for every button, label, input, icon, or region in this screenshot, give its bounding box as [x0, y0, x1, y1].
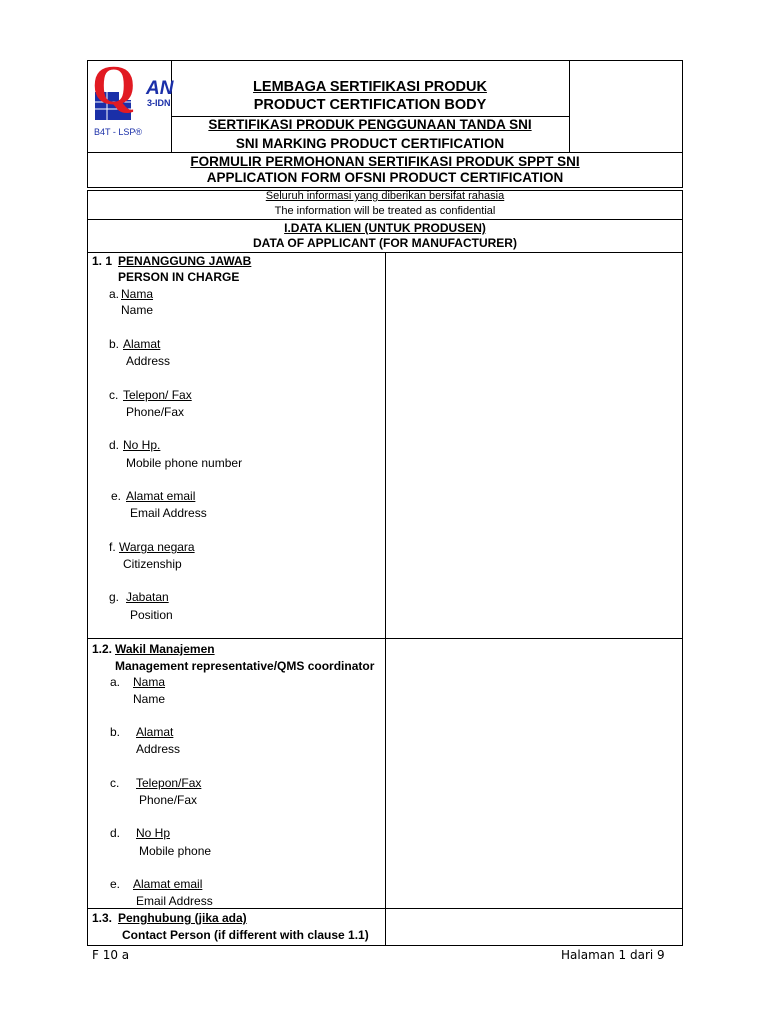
notice-divider [87, 219, 683, 220]
s12-letter-d: d. [110, 826, 121, 840]
s13-subtitle: Contact Person (if different with clause 1.1) [122, 928, 369, 942]
header-scheme-en: SNI MARKING PRODUCT CERTIFICATION [235, 136, 505, 151]
s12-label-nohp: No Hp [136, 826, 171, 840]
right-cell-divider [569, 60, 570, 153]
form-title-divider [87, 152, 683, 153]
s13-title: Penghubung (jika ada) [118, 911, 247, 925]
header-title-id: LEMBAGA SERTIFIKASI PRODUK [253, 79, 487, 95]
s12-letter-b: b. [110, 725, 121, 739]
s12-label-nama: Nama [133, 675, 166, 689]
s11-letter-g: g. [109, 590, 120, 604]
s12-subtitle: Management representative/QMS coordinator [115, 659, 375, 673]
s11-label-citizenship: Citizenship [123, 557, 182, 571]
logo-caption: B4T - LSP® [94, 127, 142, 137]
s11-label-phone: Phone/Fax [126, 405, 185, 419]
s12-label-name: Name [133, 692, 166, 706]
column-divider [385, 252, 386, 946]
s11-letter-d: d. [109, 438, 120, 452]
s11-label-name: Name [121, 303, 154, 317]
s11-input-area[interactable] [387, 254, 681, 637]
s11-label-jabatan: Jabatan [126, 590, 169, 604]
s12-letter-e: e. [110, 877, 121, 891]
s11-letter-f: f. [109, 540, 116, 554]
s12-number: 1.2. [92, 642, 113, 656]
section-title-id: I.DATA KLIEN (UNTUK PRODUSEN) [284, 221, 486, 235]
s13-input-area[interactable] [387, 910, 681, 945]
s11-label-alamat-email: Alamat email [126, 489, 196, 503]
footer-form-code: F 10 a [92, 948, 130, 962]
s12-label-telepon: Telepon/Fax [136, 776, 202, 790]
s11-label-address: Address [126, 354, 171, 368]
logo-text: AN [146, 78, 174, 99]
header-scheme-id: SERTIFIKASI PRODUK PENGGUNAAN TANDA SNI [208, 117, 532, 132]
s11-letter-a: a. [109, 287, 120, 301]
s13-number: 1.3. [92, 911, 113, 925]
s12-letter-c: c. [110, 776, 120, 790]
s11-label-telepon: Telepon/ Fax [123, 388, 192, 402]
s11-title: PENANGGUNG JAWAB [118, 254, 252, 268]
notice-id: Seluruh informasi yang diberikan bersifat rahasia [265, 190, 505, 202]
s11-number: 1. 1 [92, 254, 113, 268]
s11-label-email: Email Address [130, 506, 207, 520]
s11-label-position: Position [130, 608, 173, 622]
logo-letter: Q [92, 55, 136, 117]
s11-letter-e: e. [111, 489, 122, 503]
s12-label-alamat-email: Alamat email [133, 877, 203, 891]
s12-label-mobile: Mobile phone [139, 844, 212, 858]
s11-label-nama: Nama [121, 287, 154, 301]
s12-label-email: Email Address [136, 894, 213, 908]
s13-divider [87, 908, 683, 909]
form-title-id: FORMULIR PERMOHONAN SERTIFIKASI PRODUK SPPT SNI [190, 154, 580, 169]
s12-title: Wakil Manajemen [115, 642, 215, 656]
logo-sub: 3-IDN [147, 98, 171, 108]
s11-subtitle: PERSON IN CHARGE [118, 270, 240, 284]
notice-en: The information will be treated as confidential [274, 205, 496, 217]
s12-input-area[interactable] [387, 640, 681, 907]
header-title-en: PRODUCT CERTIFICATION BODY [253, 97, 487, 113]
form-title-en: APPLICATION FORM OFSNI PRODUCT CERTIFICATION [206, 170, 564, 185]
s12-letter-a: a. [110, 675, 121, 689]
s11-letter-c: c. [109, 388, 119, 402]
s12-label-phone: Phone/Fax [139, 793, 198, 807]
s12-label-address: Address [136, 742, 181, 756]
s11-label-nohp: No Hp. [123, 438, 161, 452]
footer-page-number: Halaman 1 dari 9 [561, 948, 665, 962]
s11-label-alamat: Alamat [123, 337, 161, 351]
s12-divider [87, 638, 683, 639]
s11-label-warga: Warga negara [119, 540, 195, 554]
s11-label-mobile: Mobile phone number [126, 456, 243, 470]
logo [92, 55, 174, 150]
section-title-en: DATA OF APPLICANT (FOR MANUFACTURER) [253, 236, 517, 250]
s12-label-alamat: Alamat [136, 725, 174, 739]
s11-letter-b: b. [109, 337, 120, 351]
